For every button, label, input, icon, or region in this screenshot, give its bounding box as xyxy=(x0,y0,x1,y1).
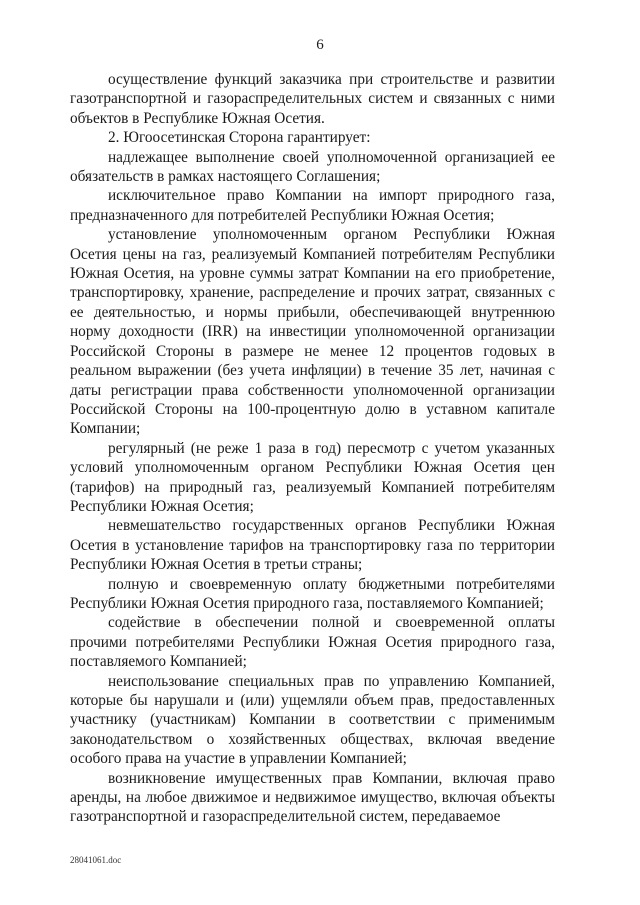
paragraph-section-2-heading: 2. Югоосетинская Сторона гарантирует: xyxy=(108,129,371,147)
document-body xyxy=(70,70,555,827)
paragraph-other-consumer-payment: содействие в обеспечении полной и своевременной оплаты прочими потребителями Республики Южная Осетия природного газа, поставляемого Компанией; xyxy=(70,614,555,671)
paragraph-budget-consumer-payment: полную и своевременную оплату бюджетными потребителями Республики Южная Осетия природного газа, поставляемого Компанией; xyxy=(70,575,555,612)
page-number: 6 xyxy=(316,37,324,53)
paragraph-proper-performance: надлежащее выполнение своей уполномоченной организацией ее обязательств в рамках настоящего Соглашения; xyxy=(70,148,555,186)
paragraph-special-rights: неиспользование специальных прав по управлению Компанией, которые бы нарушали и (или) ущемляли объем прав, предоставленных участнику (участникам) Компании в соответствии с применимым законодательством о хозяйственных обществах, включая введение особого права на участие в управлении Компанией; xyxy=(70,672,555,768)
paragraph-exclusive-import-right: исключительное право Компании на импорт природного газа, предназначенного для потребителей Республики Южная Осетия; xyxy=(70,187,555,224)
paragraph-property-rights: возникновение имущественных прав Компании, включая право аренды, на любое движимое и недвижимое имущество, включая объекты газотранспортной и газораспределительной систем, передаваемое xyxy=(70,769,555,826)
paragraph-gas-price-setting: установление уполномоченным органом Республики Южная Осетия цены на газ, реализуемый Компанией потребителям Республики Южная Осетия, на уровне суммы затрат Компании на его приобретение, транспортировку, хранение, распределение и прочих затрат, связанных с ее деятельностью, и нормы прибыли, обеспечивающей внутреннюю норму доходности (IRR) на инвестиции уполномоченной организации Российской Стороны в размере не менее 12 процентов годовых в реальном выражении (без учета инфляции) в течение 35 лет, начиная с даты регистрации права собственности уполномоченной организации Российской Стороны на 100-процентную долю в уставном капитале Компании; xyxy=(70,226,555,438)
paragraph-regular-tariff-review: регулярный (не реже 1 раза в год) пересмотр с учетом указанных условий уполномоченным органом Республики Южная Осетия цен (тарифов) на природный газ, реализуемый Компанией потребителям Республики Южная Осетия; xyxy=(70,439,555,515)
footer-filename: 28041061.doc xyxy=(70,855,122,865)
paragraph-non-interference: невмешательство государственных органов Республики Южная Осетия в установление тарифов на транспортировку газа по территории Республики Южная Осетия в третьи страны; xyxy=(70,517,555,574)
paragraph-customer-functions: осуществление функций заказчика при строительстве и развитии газотранспортной и газораспределительных систем и связанных с ними объектов в Республике Южная Осетия. xyxy=(70,71,555,127)
